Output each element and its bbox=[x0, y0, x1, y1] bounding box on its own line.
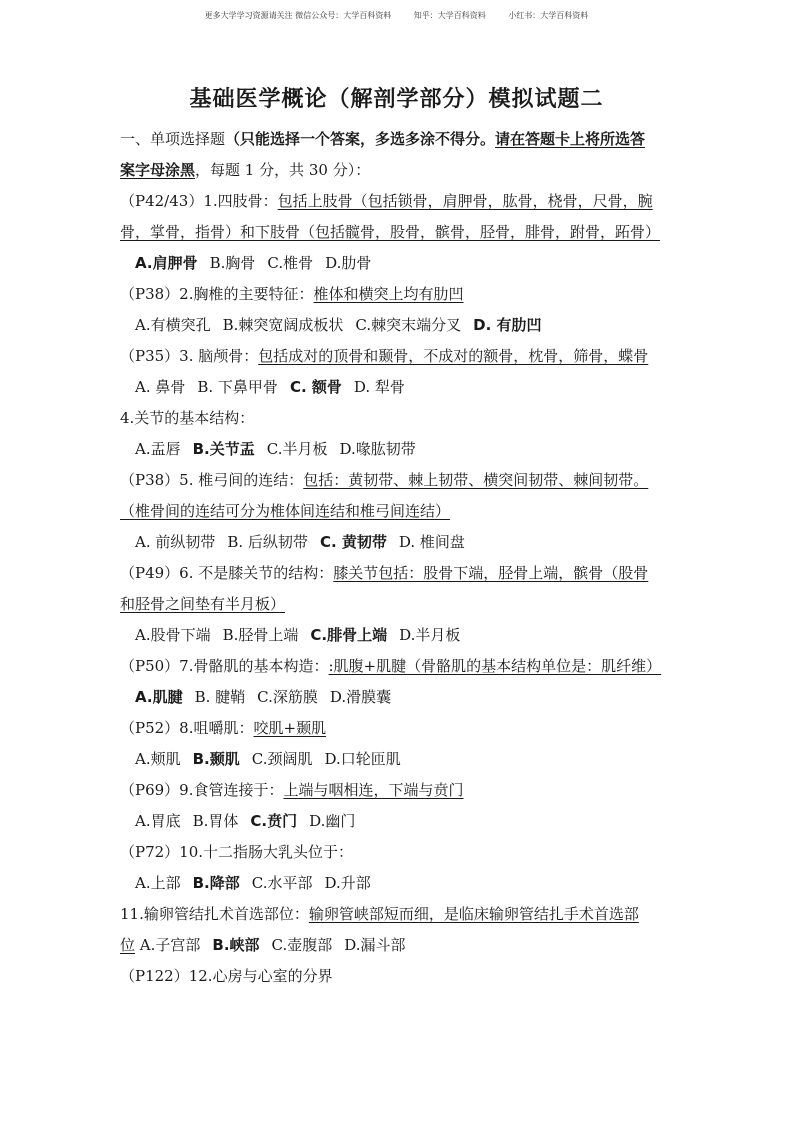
page-header bbox=[0, 10, 793, 21]
question-note: 上端与咽相连，下端与贲门 bbox=[283, 781, 464, 799]
option-answer: C.贲门 bbox=[250, 812, 298, 830]
option-answer: B.峡部 bbox=[212, 936, 260, 954]
option: C.深筋膜 bbox=[257, 688, 318, 706]
question-prefix: （P69）9.食管连接于： bbox=[120, 781, 284, 799]
option: D. 椎间盘 bbox=[398, 533, 465, 551]
question-note: 咬肌+颞肌 bbox=[253, 719, 327, 737]
question-note: :肌腹+肌腱（骨骼肌的基本结构单位是：肌纤维） bbox=[328, 657, 662, 675]
option: C.椎骨 bbox=[267, 254, 314, 272]
option: A.胃底 bbox=[135, 812, 181, 830]
question-note: 和胫骨之间垫有半月板） bbox=[120, 595, 286, 613]
question-prefix: 4.关节的基本结构： bbox=[120, 409, 255, 427]
option: B.胸骨 bbox=[209, 254, 256, 272]
option-answer: B.关节盂 bbox=[192, 440, 255, 458]
question-10-options bbox=[120, 868, 676, 899]
question-2-options bbox=[120, 310, 676, 341]
question-1 bbox=[120, 186, 676, 217]
option-answer: B.降部 bbox=[192, 874, 240, 892]
option: A.颊肌 bbox=[135, 750, 181, 768]
section-rule-underlined: 案字母涂黑 bbox=[120, 161, 196, 179]
question-7-options bbox=[120, 682, 676, 713]
option: C.半月板 bbox=[266, 440, 328, 458]
question-5 bbox=[120, 465, 676, 496]
option: B.胫骨上端 bbox=[222, 626, 299, 644]
header-item: 小红书：大学百科资料 bbox=[508, 11, 589, 20]
option-answer: A.肌腱 bbox=[135, 688, 183, 706]
option-answer: A.肩胛骨 bbox=[135, 254, 198, 272]
option: B. 后纵韧带 bbox=[227, 533, 308, 551]
option: D. 犁骨 bbox=[353, 378, 405, 396]
option: D.喙肱韧带 bbox=[339, 440, 416, 458]
option: A. 前纵韧带 bbox=[135, 533, 216, 551]
option-answer: B.颞肌 bbox=[192, 750, 240, 768]
header-item: 知乎：大学百科资料 bbox=[413, 11, 486, 20]
question-prefix: （P35）3. 脑颅骨： bbox=[120, 347, 259, 365]
question-note: （椎骨间的连结可分为椎体间连结和椎弓间连结） bbox=[120, 502, 451, 520]
option: A.盂唇 bbox=[135, 440, 181, 458]
section-rule-bold: （只能选择一个答案，多选多涂不得分。 bbox=[225, 130, 496, 148]
option: D.口轮匝肌 bbox=[324, 750, 401, 768]
option: D.漏斗部 bbox=[344, 936, 406, 954]
question-6 bbox=[120, 558, 676, 589]
question-note: 包括：黄韧带、棘上韧带、横突间韧带、棘间韧带。 bbox=[303, 471, 649, 489]
option: A.上部 bbox=[135, 874, 181, 892]
question-5-note-cont bbox=[120, 496, 676, 527]
section-rule-tail: ，每题 1 分，共 30 分）： bbox=[195, 161, 371, 179]
option: D.半月板 bbox=[399, 626, 461, 644]
option: C.棘突末端分叉 bbox=[355, 316, 462, 334]
question-11 bbox=[120, 899, 676, 930]
option: D.滑膜囊 bbox=[329, 688, 392, 706]
question-note: 包括上肢骨（包括锁骨，肩胛骨，肱骨，桡骨，尺骨，腕 bbox=[277, 192, 653, 210]
question-9 bbox=[120, 775, 676, 806]
option: A.股骨下端 bbox=[135, 626, 211, 644]
option: B. 下鼻甲骨 bbox=[197, 378, 278, 396]
question-12 bbox=[120, 961, 676, 992]
section-rule-underlined: 请在答题卡上将所选答 bbox=[495, 130, 646, 148]
question-7 bbox=[120, 651, 676, 682]
question-8-options bbox=[120, 744, 676, 775]
option: B.棘突宽阔成板状 bbox=[222, 316, 344, 334]
question-prefix: （P38）2.胸椎的主要特征： bbox=[120, 285, 314, 303]
question-8 bbox=[120, 713, 676, 744]
option: B.胃体 bbox=[192, 812, 239, 830]
header-item: 更多大学学习资源请关注 微信公众号：大学百科资料 bbox=[204, 11, 392, 20]
question-6-note-cont bbox=[120, 589, 676, 620]
option-answer: D. 有肋凹 bbox=[473, 316, 542, 334]
option: A. 鼻骨 bbox=[135, 378, 186, 396]
question-4 bbox=[120, 403, 676, 434]
option-answer: C.腓骨上端 bbox=[310, 626, 388, 644]
question-note: 位 bbox=[120, 936, 136, 954]
page-title: 基础医学概论（解剖学部分）模拟试题二 bbox=[189, 86, 604, 112]
section-header bbox=[120, 124, 676, 155]
question-note: 椎体和横突上均有肋凹 bbox=[313, 285, 464, 303]
exam-content bbox=[120, 124, 676, 992]
section-header-cont bbox=[120, 155, 676, 186]
question-prefix: （P50）7.骨骼肌的基本构造： bbox=[120, 657, 329, 675]
option: C.壶腹部 bbox=[271, 936, 333, 954]
option: B. 腱鞘 bbox=[194, 688, 246, 706]
question-note: 骨，掌骨，指骨）和下肢骨（包括髋骨，股骨，髌骨，胫骨，腓骨，跗骨，跖骨） bbox=[120, 223, 661, 241]
option: A.子宫部 bbox=[139, 936, 201, 954]
question-1-options bbox=[120, 248, 676, 279]
question-3-options bbox=[120, 372, 676, 403]
question-4-options bbox=[120, 434, 676, 465]
option: D.肋骨 bbox=[325, 254, 372, 272]
question-3 bbox=[120, 341, 676, 372]
question-1-note-cont bbox=[120, 217, 676, 248]
question-11-note-cont bbox=[120, 930, 676, 961]
question-prefix: 11.输卵管结扎术首选部位： bbox=[120, 905, 309, 923]
option-answer: C. 额骨 bbox=[289, 378, 342, 396]
question-prefix: （P42/43）1.四肢骨： bbox=[120, 192, 278, 210]
question-prefix: （P49）6. 不是膝关节的结构： bbox=[120, 564, 334, 582]
question-6-options bbox=[120, 620, 676, 651]
option: D.幽门 bbox=[309, 812, 356, 830]
question-prefix: （P38）5. 椎弓间的连结： bbox=[120, 471, 304, 489]
question-note: 膝关节包括：股骨下端，胫骨上端，髌骨（股骨 bbox=[333, 564, 649, 582]
question-9-options bbox=[120, 806, 676, 837]
section-label: 一、单项选择题 bbox=[120, 130, 226, 148]
question-2 bbox=[120, 279, 676, 310]
question-10 bbox=[120, 837, 676, 868]
question-prefix: （P122）12.心房与心室的分界 bbox=[120, 967, 333, 985]
question-5-options bbox=[120, 527, 676, 558]
option: C.颈阔肌 bbox=[251, 750, 313, 768]
option: C.水平部 bbox=[251, 874, 313, 892]
option: D.升部 bbox=[324, 874, 371, 892]
question-prefix: （P72）10.十二指肠大乳头位于： bbox=[120, 843, 354, 861]
question-note: 包括成对的顶骨和颞骨，不成对的额骨，枕骨，筛骨，蝶骨 bbox=[258, 347, 649, 365]
question-note: 输卵管峡部短而细，是临床输卵管结扎手术首选部 bbox=[308, 905, 639, 923]
question-prefix: （P52）8.咀嚼肌： bbox=[120, 719, 254, 737]
option: A.有横突孔 bbox=[135, 316, 211, 334]
option-answer: C. 黄韧带 bbox=[319, 533, 387, 551]
